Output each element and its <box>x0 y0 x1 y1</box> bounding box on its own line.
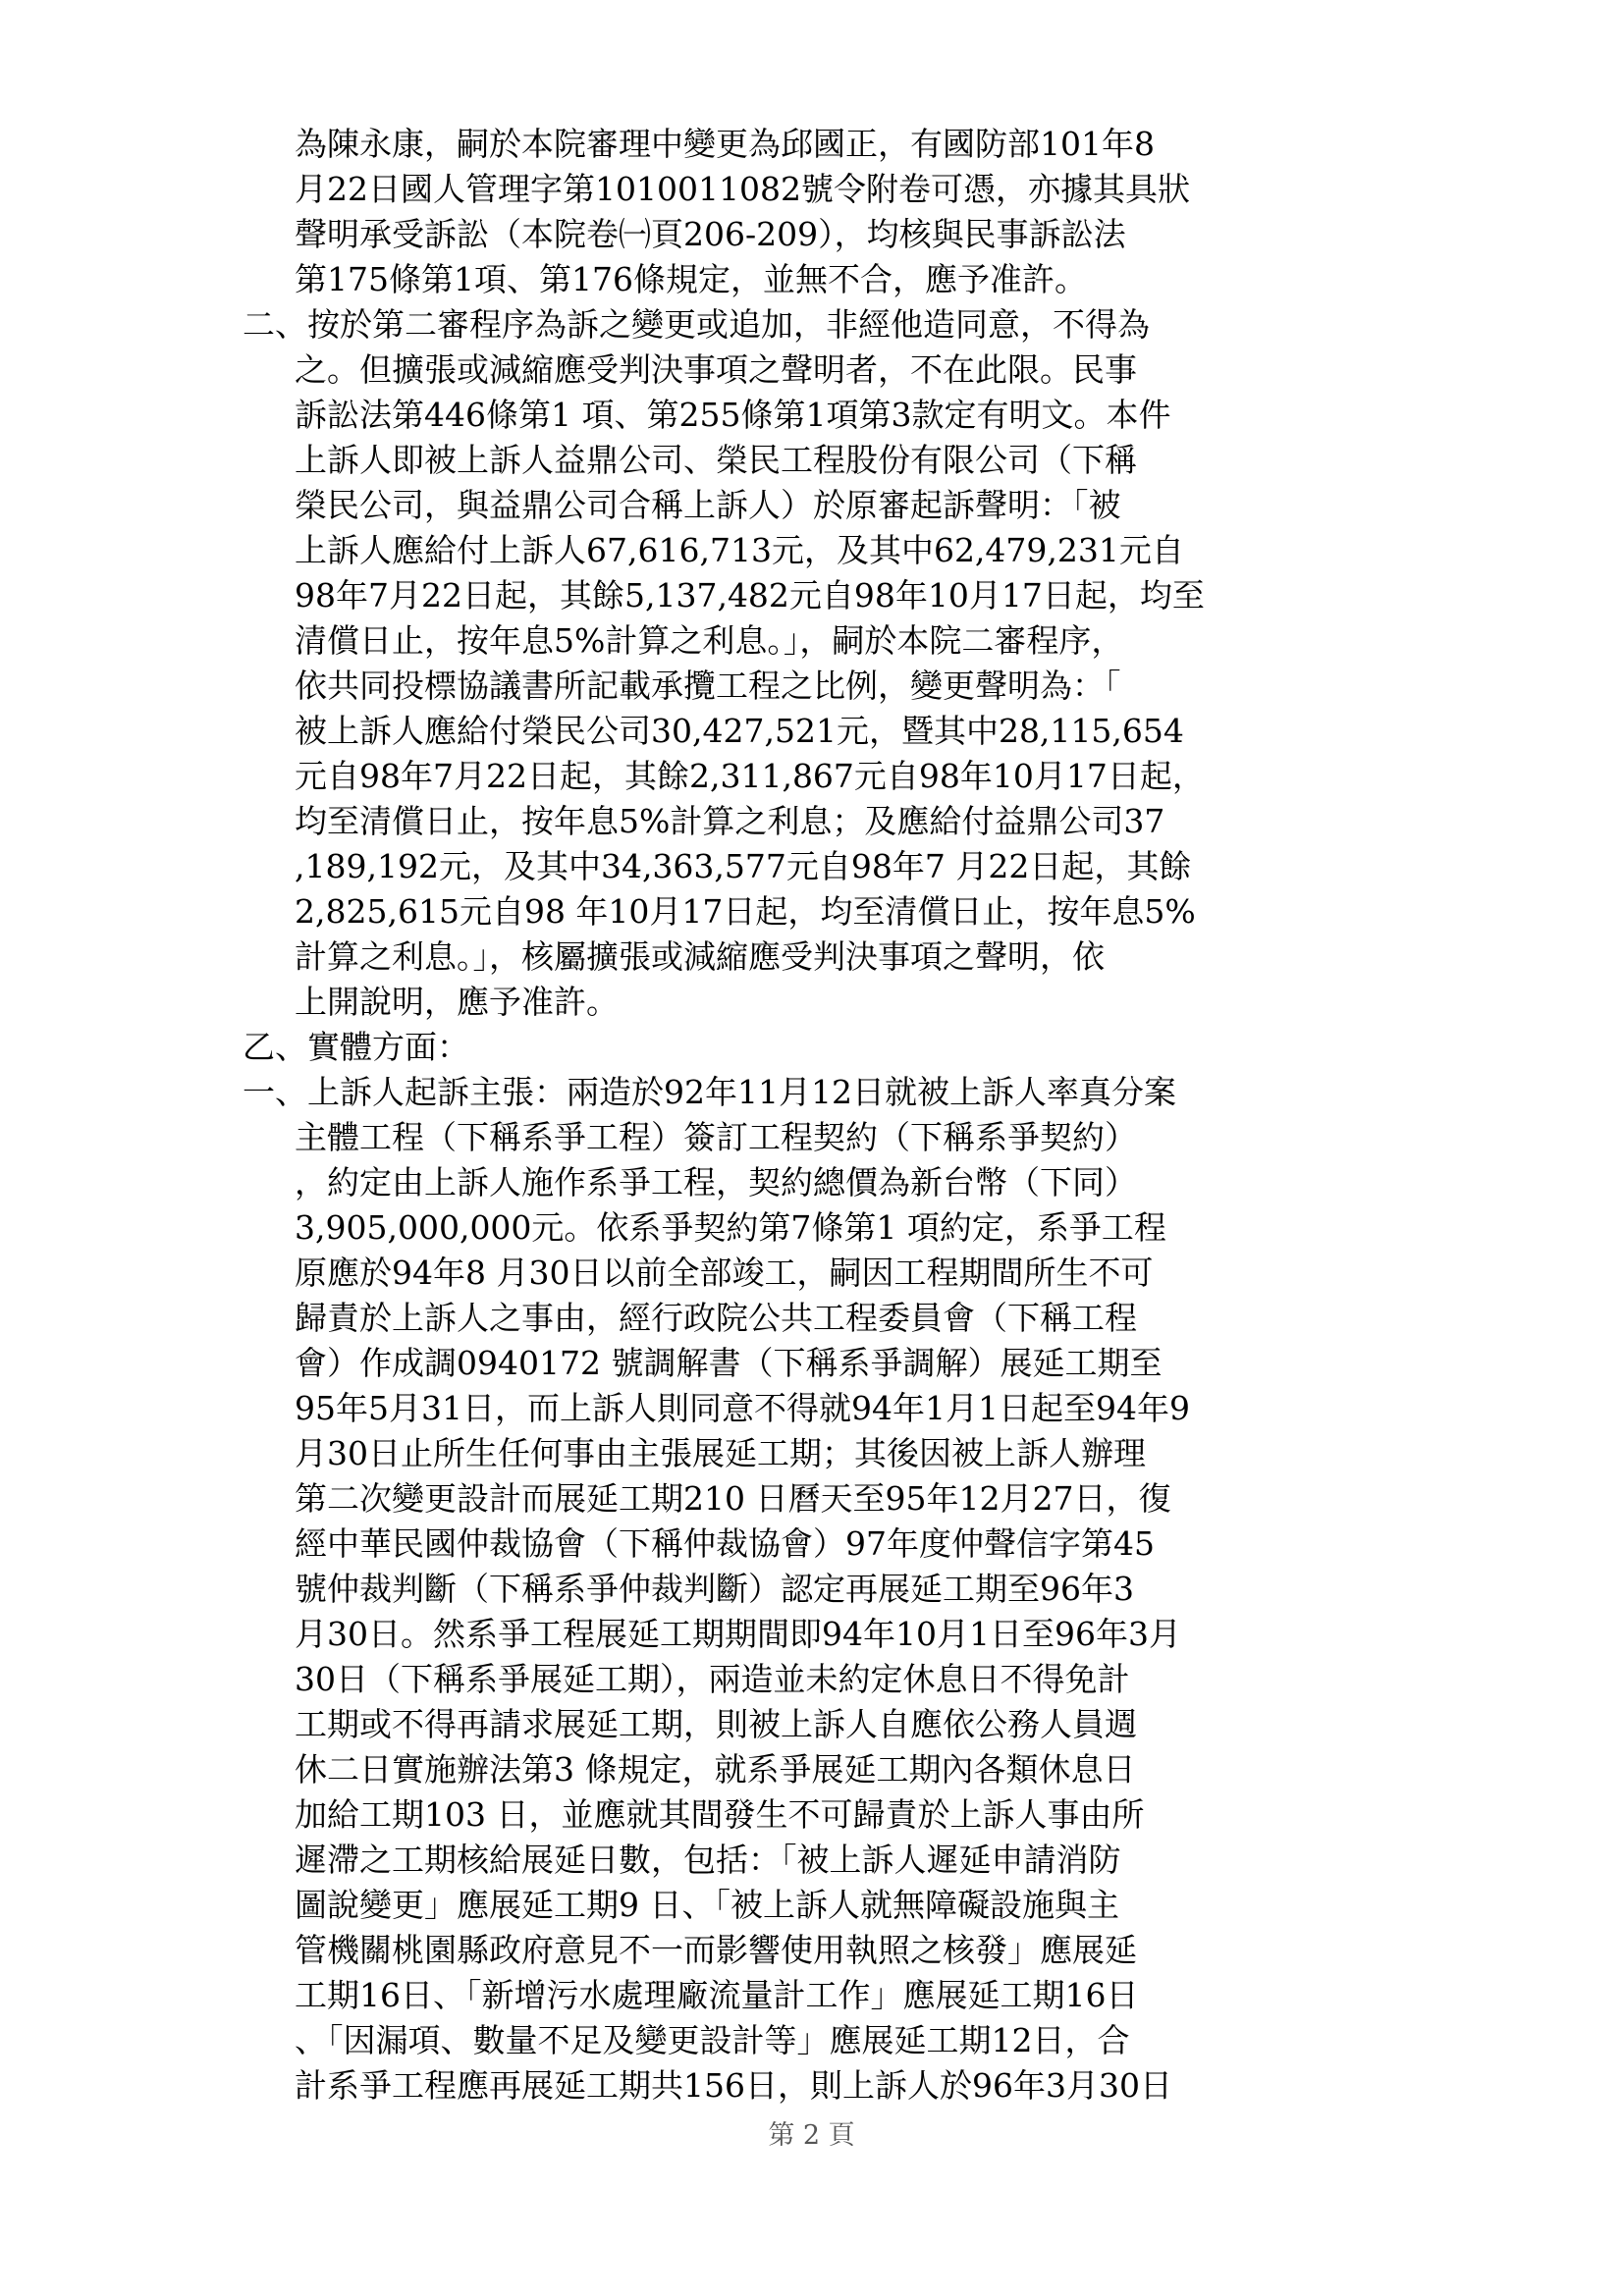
text-line: 原應於94年8 月30日以前全部竣工，嗣因工程期間所生不可 <box>295 1254 1154 1292</box>
text-line: 第二次變更設計而展延工期210 日曆天至95年12月27日，復 <box>295 1479 1171 1518</box>
text-line: 工期或不得再請求展延工期，則被上訴人自應依公務人員週 <box>295 1705 1137 1743</box>
text-line: 之。但擴張或減縮應受判決事項之聲明者，不在此限。民事 <box>295 350 1137 389</box>
text-line: 30日（下稱系爭展延工期），兩造並未約定休息日不得免計 <box>295 1660 1130 1698</box>
text-line: 訴訟法第446條第1 項、第255條第1項第3款定有明文。本件 <box>295 396 1171 434</box>
text-line: 月30日止所生任何事由主張展延工期；其後因被上訴人辦理 <box>295 1434 1146 1472</box>
text-line: 2,825,615元自98 年10月17日起，均至清償日止，按年息5% <box>295 892 1196 931</box>
text-line: 經中華民國仲裁協會（下稱仲裁協會）97年度仲聲信字第45 <box>295 1524 1155 1563</box>
text-line: 會）作成調0940172 號調解書（下稱系爭調解）展延工期至 <box>295 1344 1163 1382</box>
text-line: 計算之利息。」，核屬擴張或減縮應受判決事項之聲明，依 <box>295 937 1105 976</box>
text-line: 管機關桃園縣政府意見不一而影響使用執照之核發」應展延 <box>295 1931 1137 1969</box>
text-line: 工期16日、「新增污水處理廠流量計工作」應展延工期16日 <box>295 1976 1139 2014</box>
text-line: 榮民公司，與益鼎公司合稱上訴人）於原審起訴聲明：「被 <box>295 486 1121 524</box>
text-line: 月22日國人管理字第1010011082號令附卷可憑，亦據其具狀 <box>295 170 1190 208</box>
text-line: 主體工程（下稱系爭工程）簽訂工程契約（下稱系爭契約） <box>295 1118 1137 1156</box>
text-line: 月30日。然系爭工程展延工期期間即94年10月1日至96年3月 <box>295 1615 1181 1653</box>
text-line: ,189,192元，及其中34,363,577元自98年7 月22日起，其餘 <box>295 847 1192 885</box>
paragraph-heading-line: 二、按於第二審程序為訴之變更或追加，非經他造同意，不得為 <box>243 305 1150 344</box>
text-line: 、「因漏項、數量不足及變更設計等」應展延工期12日，合 <box>295 2021 1130 2059</box>
text-line: 98年7月22日起，其餘5,137,482元自98年10月17日起，均至 <box>295 576 1205 614</box>
text-line: 上訴人即被上訴人益鼎公司、榮民工程股份有限公司（下稱 <box>295 441 1137 479</box>
text-line: 號仲裁判斷（下稱系爭仲裁判斷）認定再展延工期至96年3 <box>295 1570 1134 1608</box>
text-line: 依共同投標協議書所記載承攬工程之比例，變更聲明為：「 <box>295 667 1121 705</box>
text-line: 為陳永康，嗣於本院審理中變更為邱國正，有國防部101年8 <box>295 125 1155 163</box>
text-line: 被上訴人應給付榮民公司30,427,521元，暨其中28,115,654 <box>295 712 1184 750</box>
text-line: ，約定由上訴人施作系爭工程，契約總價為新台幣（下同） <box>295 1163 1137 1201</box>
text-line: 歸責於上訴人之事由，經行政院公共工程委員會（下稱工程 <box>295 1299 1137 1337</box>
text-line: 上訴人應給付上訴人67,616,713元，及其中62,479,231元自 <box>295 531 1184 569</box>
text-line: 加給工期103 日，並應就其間發生不可歸責於上訴人事由所 <box>295 1795 1145 1834</box>
text-line: 均至清償日止，按年息5%計算之利息；及應給付益鼎公司37 <box>295 802 1165 840</box>
text-line: 95年5月31日，而上訴人則同意不得就94年1月1日起至94年9 <box>295 1389 1190 1427</box>
page-number: 第 2 頁 <box>768 2120 855 2151</box>
text-line: 休二日實施辦法第3 條規定，就系爭展延工期內各類休息日 <box>295 1750 1136 1789</box>
text-line: 遲滯之工期核給展延日數，包括：「被上訴人遲延申請消防 <box>295 1841 1121 1879</box>
text-line: 3,905,000,000元。依系爭契約第7條第1 項約定，系爭工程 <box>295 1208 1166 1247</box>
text-line: 元自98年7月22日起，其餘2,311,867元自98年10月17日起， <box>295 757 1205 795</box>
paragraph-heading-line: 一、上訴人起訴主張：兩造於92年11月12日就被上訴人率真分案 <box>243 1073 1176 1111</box>
text-line: 圖說變更」應展延工期9 日、「被上訴人就無障礙設施與主 <box>295 1886 1119 1924</box>
text-line: 第175條第1項、第176條規定，並無不合，應予准許。 <box>295 260 1087 298</box>
text-line: 上開說明，應予准許。 <box>295 983 619 1021</box>
text-line: 計系爭工程應再展延工期共156日，則上訴人於96年3月30日 <box>295 2066 1172 2105</box>
text-line: 聲明承受訴訟（本院卷㈠頁206-209），均核與民事訴訟法 <box>295 215 1126 253</box>
paragraph-heading-line: 乙、實體方面： <box>243 1028 469 1066</box>
text-line: 清償日止，按年息5%計算之利息。」，嗣於本院二審程序， <box>295 621 1124 660</box>
